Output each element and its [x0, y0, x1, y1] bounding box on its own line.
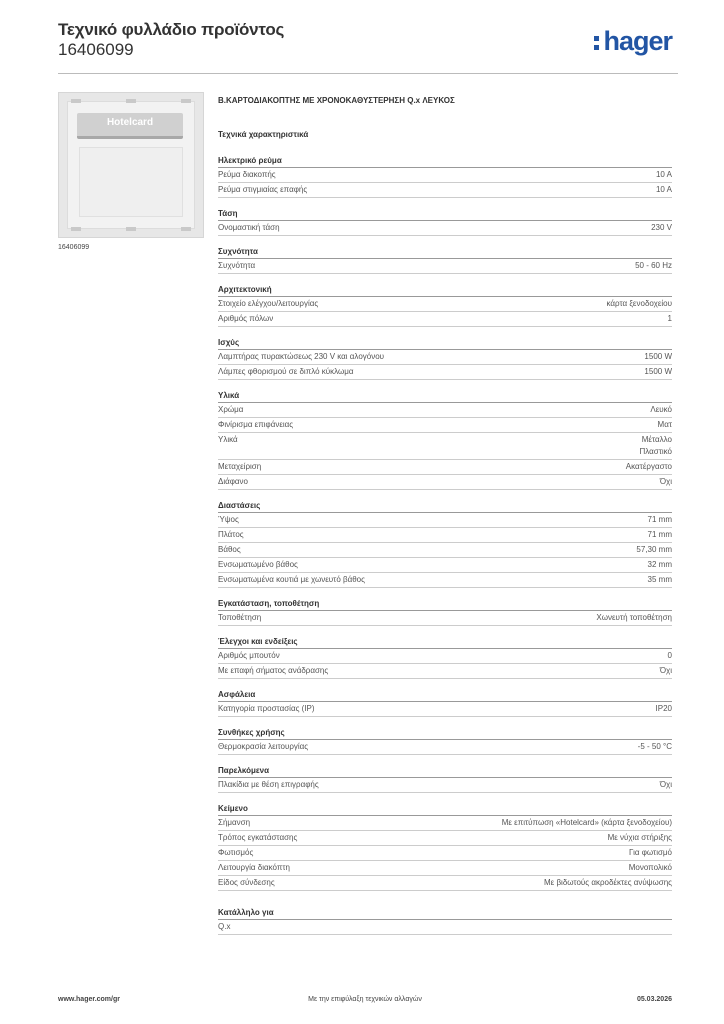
spec-row [218, 475, 672, 490]
spec-value-line: Για φωτισμό [629, 848, 672, 857]
spec-value [656, 169, 672, 181]
spec-label: Ενσωματωμένο βάθος [218, 560, 298, 569]
spec-row [218, 297, 672, 312]
spec-value-line: Όχι [659, 666, 672, 675]
spec-value [629, 862, 672, 874]
spec-value-line: 0 [667, 651, 672, 660]
spec-label: Λάμπες φθορισμού σε διπλό κύκλωμα [218, 367, 354, 376]
spec-label: Χρώμα [218, 405, 244, 414]
spec-label: Διάφανο [218, 477, 249, 486]
spec-value [606, 298, 672, 310]
spec-value [660, 665, 672, 677]
spec-section [218, 337, 672, 380]
spec-value-line: Ακατέργαστο [625, 462, 672, 471]
logo-colon-icon [594, 33, 600, 51]
spec-value [648, 574, 672, 586]
spec-section [218, 500, 672, 588]
spec-row [218, 418, 672, 433]
spec-row [218, 168, 672, 183]
spec-value-line: 1500 W [644, 367, 672, 376]
spec-value [650, 404, 672, 416]
spec-label: Βάθος [218, 545, 241, 554]
spec-row [218, 221, 672, 236]
spec-value [660, 476, 672, 488]
spec-value-line: 10 A [655, 185, 672, 194]
spec-section [218, 689, 672, 717]
spec-value [648, 529, 672, 541]
spec-value-line: 32 mm [647, 560, 672, 569]
spec-value [648, 559, 672, 571]
product-name: Β.ΚΑΡΤΟΔΙΑΚΟΠΤΗΣ ΜΕ ΧΡΟΝΟΚΑΘΥΣΤΕΡΗΣΗ Q.x ΛΕΥΚΟΣ [218, 96, 455, 105]
spec-section [218, 765, 672, 793]
spec-row [218, 558, 672, 573]
spec-label: Ρεύμα στιγμιαίας επαφής [218, 185, 308, 194]
spec-value [608, 832, 672, 844]
plate-tab [71, 99, 81, 103]
spec-label: Λειτουργία διακόπτη [218, 863, 290, 872]
document-header [58, 20, 678, 64]
spec-row [218, 460, 672, 475]
spec-row [218, 649, 672, 664]
spec-value [658, 419, 672, 431]
logo-text: hager [603, 26, 672, 56]
section-title: Εγκατάσταση, τοποθέτηση [218, 598, 672, 611]
spec-row [218, 831, 672, 846]
page-footer [58, 996, 672, 1008]
spec-value [629, 847, 672, 859]
spec-label: Με επαφή σήματος ανάδρασης [218, 666, 329, 675]
spec-value [635, 260, 672, 272]
spec-label: Τρόπος εγκατάστασης [218, 833, 298, 842]
spec-value-line: Όχι [659, 780, 672, 789]
spec-row [218, 778, 672, 793]
spec-label: Αριθμός πόλων [218, 314, 274, 323]
spec-section [218, 208, 672, 236]
spec-label: Πλάτος [218, 530, 244, 539]
spec-row [218, 876, 672, 891]
spec-row [218, 861, 672, 876]
spec-row [218, 664, 672, 679]
spec-section [218, 907, 672, 935]
spec-row [218, 365, 672, 380]
spec-section [218, 803, 672, 891]
spec-value [544, 877, 672, 889]
spec-label: Στοιχείο ελέγχου/λειτουργίας [218, 299, 319, 308]
spec-value [651, 222, 672, 234]
spec-label: Ενσωματωμένα κουτιά με χωνευτό βάθος [218, 575, 365, 584]
spec-value-line: 71 mm [647, 530, 672, 539]
footer-website-link[interactable]: www.hager.com/gr [58, 996, 120, 1003]
spec-label: Πλακίδια με θέση επιγραφής [218, 780, 319, 789]
section-title: Αρχιτεκτονική [218, 284, 672, 297]
spec-row [218, 259, 672, 274]
plate-tab [126, 99, 136, 103]
spec-label: Είδος σύνδεσης [218, 878, 275, 887]
spec-label: Λαμπτήρας πυρακτώσεως 230 V και αλογόνου [218, 352, 385, 361]
spec-row [218, 846, 672, 861]
spec-value-line: Πλαστικό [639, 447, 672, 456]
spec-section [218, 636, 672, 679]
spec-value [502, 817, 672, 829]
spec-value-line: 1 [667, 314, 672, 323]
spec-value-line: Λευκό [650, 405, 672, 414]
features-title: Τεχνικά χαρακτηριστικά [218, 130, 309, 139]
spec-value-line: Ματ [657, 420, 672, 429]
document-title: Τεχνικό φυλλάδιο προϊόντος [58, 20, 285, 39]
spec-label: Ύψος [218, 515, 239, 524]
spec-row [218, 403, 672, 418]
spec-value-line: κάρτα ξενοδοχείου [606, 299, 672, 308]
spec-row [218, 611, 672, 626]
spec-section [218, 390, 672, 490]
spec-value [636, 544, 672, 556]
spec-label: Φωτισμός [218, 848, 254, 857]
spec-value-line: Μονοπολικό [628, 863, 672, 872]
card-slot [77, 113, 183, 139]
spec-content [218, 96, 672, 945]
spec-value-line: Μέταλλο [641, 435, 672, 444]
plate-tab [181, 99, 191, 103]
footer-notice: Με την επιφύλαξη τεχνικών αλλαγών [308, 996, 422, 1003]
spec-value-line: 35 mm [647, 575, 672, 584]
plate-tab [126, 227, 136, 231]
spec-value [638, 741, 672, 753]
spec-section [218, 598, 672, 626]
spec-row [218, 573, 672, 588]
spec-label: Κατηγορία προστασίας (IP) [218, 704, 315, 713]
card-slot-label: Hotelcard [106, 117, 154, 128]
spec-value-line: 1500 W [644, 352, 672, 361]
spec-label: Μεταχείριση [218, 462, 262, 471]
spec-value-line: Με επιτύπωση «Hotelcard» (κάρτα ξενοδοχείου) [501, 818, 672, 827]
spec-row [218, 312, 672, 327]
spec-row [218, 433, 672, 460]
section-title: Ηλεκτρικό ρεύμα [218, 155, 672, 168]
spec-value-line: -5 - 50 °C [637, 742, 672, 751]
section-title: Συνθήκες χρήσης [218, 727, 672, 740]
spec-label: Συχνότητα [218, 261, 256, 270]
spec-value [660, 779, 672, 791]
section-title: Κείμενο [218, 803, 672, 816]
section-title: Έλεγχοι και ενδείξεις [218, 636, 672, 649]
spec-row [218, 513, 672, 528]
spec-row [218, 740, 672, 755]
spec-value [656, 703, 672, 715]
section-title: Υλικά [218, 390, 672, 403]
spec-value-line: 71 mm [647, 515, 672, 524]
spec-value-line: Όχι [659, 477, 672, 486]
spec-value-line: 50 - 60 Hz [635, 261, 672, 270]
spec-label: Φινίρισμα επιφάνειας [218, 420, 294, 429]
spec-value [668, 313, 672, 325]
spec-value [644, 366, 672, 378]
spec-value [656, 184, 672, 196]
spec-label: Τοποθέτηση [218, 613, 262, 622]
spec-value [626, 461, 672, 473]
switch-plate [67, 101, 195, 229]
spec-value [596, 612, 672, 624]
spec-value-line: 57,30 mm [636, 545, 672, 554]
section-title: Ασφάλεια [218, 689, 672, 702]
section-title: Παρελκόμενα [218, 765, 672, 778]
spec-value [639, 434, 672, 458]
switch-rocker [79, 147, 183, 217]
spec-value [648, 514, 672, 526]
spec-label: Ονομαστική τάση [218, 223, 280, 232]
spec-row [218, 702, 672, 717]
product-number: 16406099 [58, 40, 134, 59]
spec-row [218, 183, 672, 198]
plate-tab [181, 227, 191, 231]
spec-section [218, 246, 672, 274]
product-image [58, 92, 204, 238]
spec-label: Θερμοκρασία λειτουργίας [218, 742, 309, 751]
spec-value-line: IP20 [655, 704, 672, 713]
spec-value [644, 351, 672, 363]
spec-label: Αριθμός μπουτόν [218, 651, 280, 660]
spec-value-line: Χωνευτή τοποθέτηση [596, 613, 672, 622]
spec-value-line: Με νύχια στήριξης [607, 833, 672, 842]
image-caption: 16406099 [58, 244, 90, 251]
spec-value [668, 650, 672, 662]
section-title: Τάση [218, 208, 672, 221]
section-title: Κατάλληλο για [218, 907, 672, 920]
section-title: Ισχύς [218, 337, 672, 350]
spec-row [218, 528, 672, 543]
header-divider [58, 73, 678, 74]
spec-label: Q.x [218, 922, 231, 931]
spec-value-line: 10 A [655, 170, 672, 179]
spec-row [218, 920, 672, 935]
footer-date: 05.03.2026 [636, 996, 672, 1003]
section-title: Συχνότητα [218, 246, 672, 259]
spec-value-line: 230 V [651, 223, 672, 232]
spec-section [218, 155, 672, 198]
spec-sections [218, 155, 672, 935]
spec-value-line: Με βιδωτούς ακροδέκτες ανύψωσης [543, 878, 672, 887]
spec-label: Σήμανση [218, 818, 251, 827]
spec-row [218, 816, 672, 831]
spec-section [218, 727, 672, 755]
spec-row [218, 350, 672, 365]
hager-logo [594, 26, 672, 56]
spec-row [218, 543, 672, 558]
section-title: Διαστάσεις [218, 500, 672, 513]
spec-label: Υλικά [218, 435, 238, 444]
spec-section [218, 284, 672, 327]
plate-tab [71, 227, 81, 231]
spec-label: Ρεύμα διακοπής [218, 170, 276, 179]
